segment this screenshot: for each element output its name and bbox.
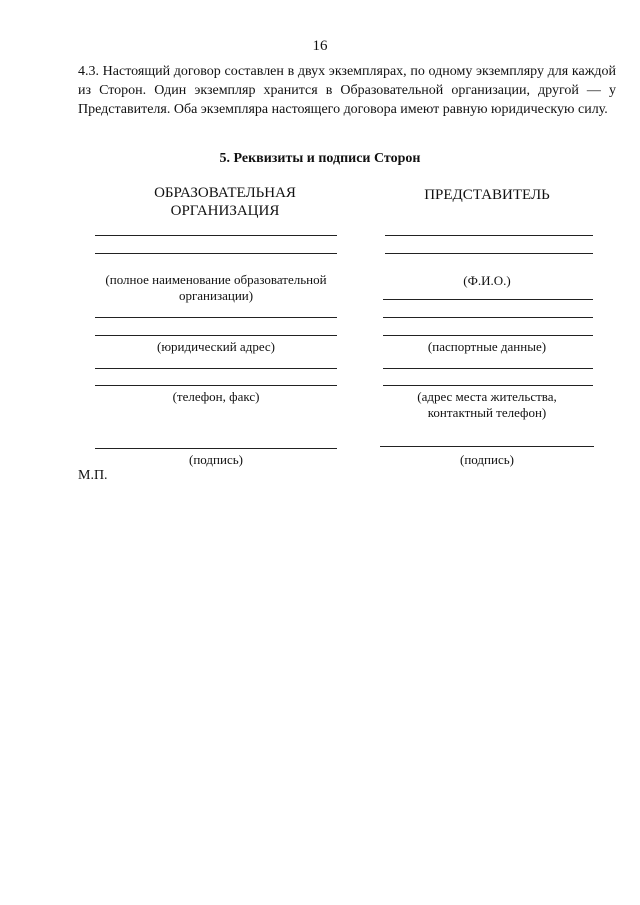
right-fio-caption: (Ф.И.О.) <box>463 273 511 288</box>
left-address-caption: (юридический адрес) <box>156 339 276 354</box>
page-number: 16 <box>312 38 328 54</box>
clause-4-3: 4.3. Настоящий договор составлен в двух экземплярах, по одному экземпляру для каждой из Сторон. Один экземпляр хранится в Образовательной организации, другой — у Представителя. Оба экземпляра настоящего договора имеют равную юридическую силу. <box>78 64 616 117</box>
right-residence-caption: (адрес места жительства, контактный телефон) <box>417 389 557 420</box>
left-phone-line-1 <box>95 368 337 369</box>
left-name-line-1 <box>95 235 337 236</box>
right-residence-line-2 <box>383 385 593 386</box>
right-passport-line-2 <box>383 317 593 318</box>
left-column-title: ОБРАЗОВАТЕЛЬНАЯ ОРГАНИЗАЦИЯ <box>154 185 296 219</box>
left-address-line-1 <box>95 317 337 318</box>
left-phone-line-2 <box>95 385 337 386</box>
right-fio-line-2 <box>385 253 593 254</box>
right-passport-caption: (паспортные данные) <box>427 339 547 354</box>
right-signature-caption: (подпись) <box>460 452 514 467</box>
right-passport-line-3 <box>383 335 593 336</box>
right-residence-line-1 <box>383 368 593 369</box>
left-signature-caption: (подпись) <box>189 452 243 467</box>
left-address-line-2 <box>95 335 337 336</box>
left-signature-line <box>95 448 337 449</box>
left-name-line-2 <box>95 253 337 254</box>
right-column-title: ПРЕДСТАВИТЕЛЬ <box>424 187 550 203</box>
right-signature-line <box>380 446 594 447</box>
section-heading: 5. Реквизиты и подписи Сторон <box>219 151 421 166</box>
right-passport-line-1 <box>383 299 593 300</box>
right-fio-line-1 <box>385 235 593 236</box>
left-name-caption: (полное наименование образовательной организации) <box>105 272 327 303</box>
left-phone-caption: (телефон, факс) <box>172 389 260 404</box>
stamp-label: М.П. <box>78 468 108 483</box>
